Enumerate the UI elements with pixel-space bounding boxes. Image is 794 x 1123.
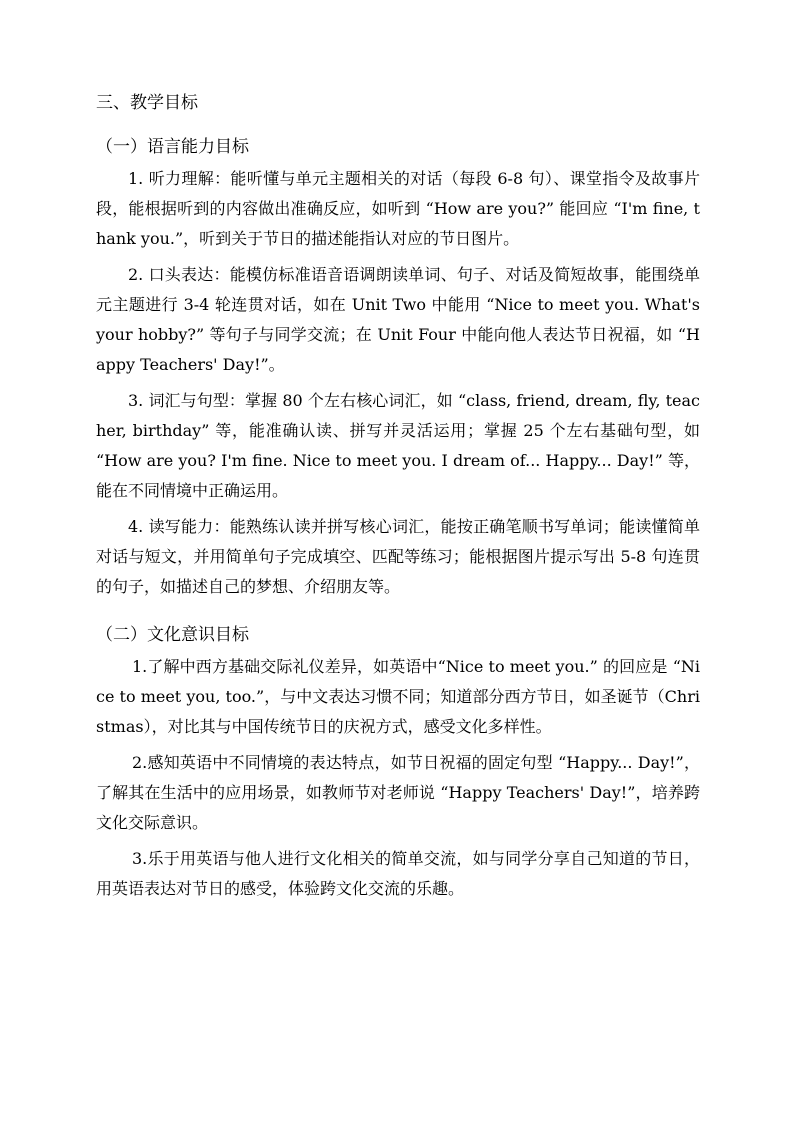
culture-goal-expressions: 2.感知英语中不同情境的表达特点，如节日祝福的固定句型 “Happy... Day!”，了解其在生活中的应用场景，如教师节对老师说 “Happy Teachers' Day!”，培养跨文化交际意识。 [96,753,700,832]
language-goals-heading: （一）语言能力目标 [96,137,249,157]
culture-goal-communication: 3.乐于用英语与他人进行文化相关的简单交流，如与同学分享自己知道的节日，用英语表达对节日的感受，体验跨文化交流的乐趣。 [96,849,700,898]
language-goal-vocabulary: 3. 词汇与句型：掌握 80 个左右核心词汇，如 “class, friend, dream, fly, teacher, birthday” 等，能准确认读、拼写并灵活运用；掌握 25 个左右基础句型，如 “How are you? I'm fine. Nice to meet you. I dream of... Happy... Day!” 等，能在不同情境中正确运用。 [96,391,700,500]
language-goal-speaking: 2. 口头表达：能模仿标准语音语调朗读单词、句子、对话及简短故事，能围绕单元主题进行 3-4 轮连贯对话，如在 Unit Two 中能用 “Nice to meet you. What's your hobby?” 等句子与同学交流；在 Unit Four 中能向他人表达节日祝福，如 “Happy Teachers' Day!”。 [96,265,700,374]
document-page [96,88,700,910]
language-goal-reading-writing: 4. 读写能力：能熟练认读并拼写核心词汇，能按正确笔顺书写单词；能读懂简单对话与短文，并用简单句子完成填空、匹配等练习；能根据图片提示写出 5-8 句连贯的句子，如描述自己的梦想、介绍朋友等。 [96,517,700,596]
culture-goals-heading: （二）文化意识目标 [96,625,249,645]
section-title: 三、教学目标 [96,93,198,113]
culture-goal-etiquette: 1.了解中西方基础交际礼仪差异，如英语中“Nice to meet you.” 的回应是 “Nice to meet you, too.”，与中文表达习惯不同；知道部分西方节日，如圣诞节（Christmas），对比其与中国传统节日的庆祝方式，感受文化多样性。 [96,657,700,736]
language-goal-listening: 1. 听力理解：能听懂与单元主题相关的对话（每段 6-8 句）、课堂指令及故事片段，能根据听到的内容做出准确反应，如听到 “How are you?” 能回应 “I'm fine, thank you.”，听到关于节日的描述能指认对应的节日图片。 [96,169,700,248]
